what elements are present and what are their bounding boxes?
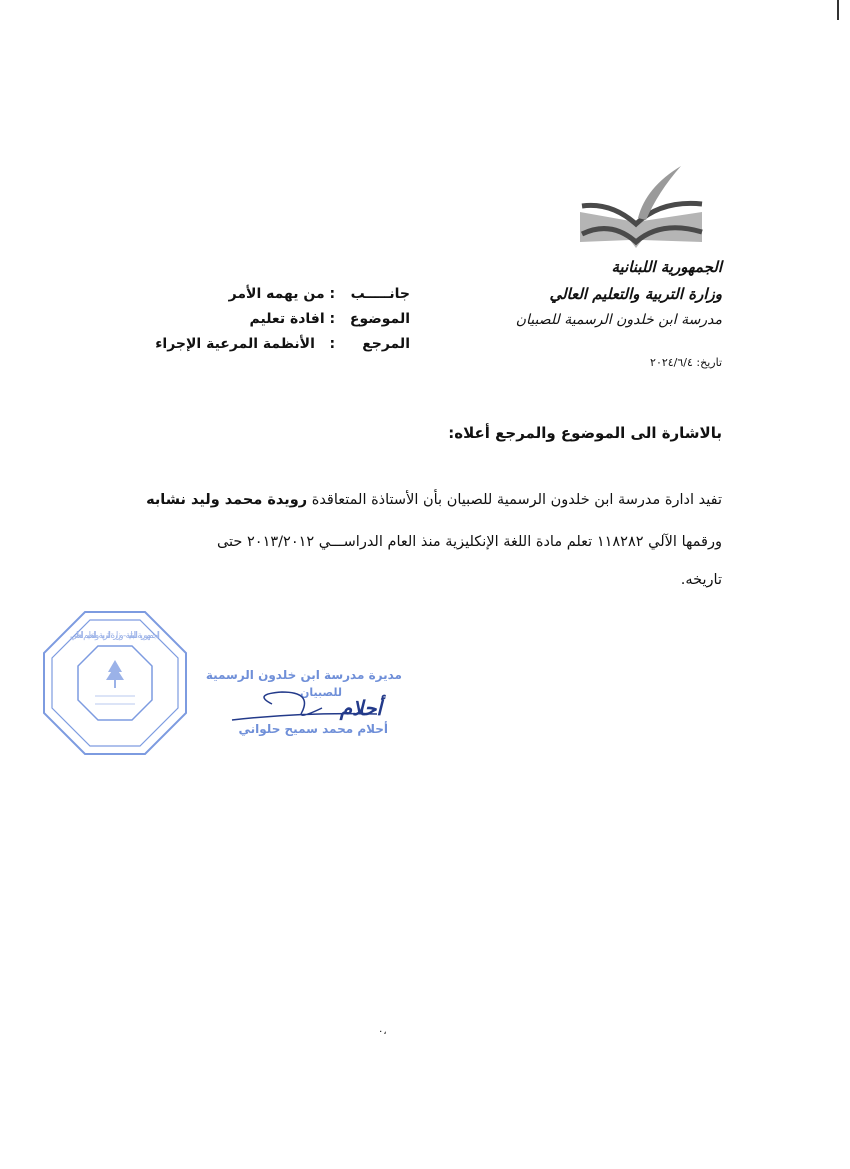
- handwritten-signature: أحلام: [339, 696, 382, 720]
- letterhead-country: الجمهورية اللبنانية: [611, 258, 722, 276]
- signatory-name: أحلام محمد سميح حلواني: [238, 722, 388, 736]
- teacher-name: رويدة محمد وليد نشابه: [146, 492, 308, 508]
- letterhead-school: مدرسة ابن خلدون الرسمية للصبيان: [515, 312, 722, 328]
- letterhead-ministry: وزارة التربية والتعليم العالي: [549, 285, 722, 303]
- stamp-text: الجمهورية اللبنانية - وزارة التربية والتعليم العالي: [69, 631, 161, 641]
- body-line-3: تاريخه.: [680, 572, 722, 588]
- reference-label: المرجع: [362, 336, 410, 352]
- salutation: بالاشارة الى الموضوع والمرجع أعلاه:: [448, 424, 722, 442]
- body-line-2: ورقمها الآلي ١١٨٢٨٢ تعلم مادة اللغة الإنكليزية منذ العام الدراســـي ٢٠١٣/٢٠١٢ حتى: [216, 534, 722, 550]
- subject-value: افادة تعليم: [249, 311, 325, 327]
- body-line-1: [146, 492, 722, 508]
- official-stamp: [40, 608, 190, 758]
- ministry-logo-book-icon: [576, 162, 706, 252]
- signature-scribble: [212, 684, 402, 724]
- reference-value: الأنظمة المرعية الإجراء: [155, 336, 315, 352]
- date-value: ٢٠٢٤/٦/٤: [650, 356, 693, 369]
- signature-block: [205, 668, 402, 748]
- subject-label: الموضوع: [349, 311, 410, 327]
- scan-edge-line: [837, 0, 839, 20]
- footer-mark: ٠،: [378, 1026, 387, 1037]
- meta-reference: المرجع : الأنظمة المرعية الإجراء: [155, 336, 410, 352]
- to-label: جانـــــب: [350, 286, 410, 302]
- to-value: من يهمه الأمر: [228, 286, 325, 302]
- body-line-1-text: تفيد ادارة مدرسة ابن خلدون الرسمية للصبيان بأن الأستاذة المتعاقدة: [307, 492, 722, 508]
- meta-to: جانـــــب : من يهمه الأمر: [228, 286, 410, 302]
- signature-title-2: للصبيان: [300, 686, 342, 699]
- meta-subject: الموضوع : افادة تعليم: [249, 311, 410, 327]
- date-label: تاريخ:: [696, 356, 722, 369]
- document-date: [650, 356, 722, 369]
- signature-title: مديرة مدرسة ابن خلدون الرسمية: [205, 668, 402, 682]
